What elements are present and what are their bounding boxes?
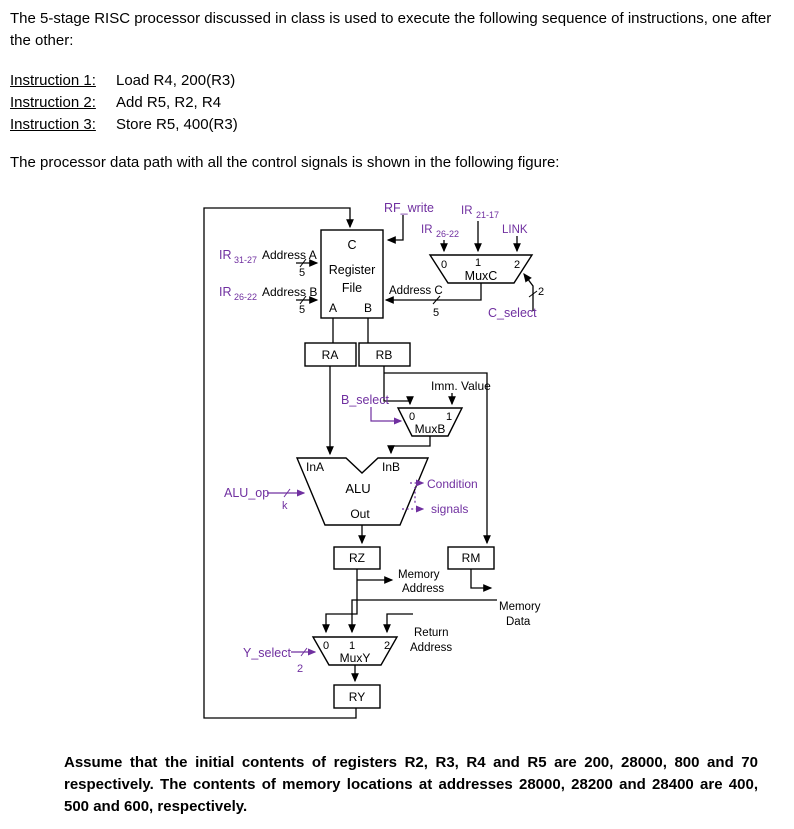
port-c-label: C bbox=[347, 238, 357, 252]
figure-intro-paragraph: The processor data path with all the control signals is shown in the following figure: bbox=[10, 154, 560, 171]
ir-26-22-top-sub: 26-22 bbox=[436, 229, 460, 239]
muxc-label: MuxC bbox=[464, 269, 498, 283]
alu-op-width-label: k bbox=[282, 500, 288, 512]
intro-paragraph: The 5-stage RISC processor discussed in class is used to execute the following sequence of instructions, one after the other: bbox=[10, 10, 772, 49]
address-b-width-label: 5 bbox=[299, 304, 306, 316]
memory-address-label-line2: Address bbox=[402, 583, 445, 595]
muxc-input-2-label: 2 bbox=[513, 259, 521, 271]
return-address-label-line2: Address bbox=[410, 642, 453, 654]
memory-address-label-line1: Memory bbox=[398, 569, 440, 581]
ir-26-22-left-sub: 26-22 bbox=[234, 292, 258, 302]
memory-data-label-line2: Data bbox=[506, 616, 531, 628]
ir-26-22-top-label: IR bbox=[421, 224, 433, 236]
muxc-input-1-label: 1 bbox=[474, 257, 482, 269]
muxy-input-1-label: 1 bbox=[348, 640, 356, 652]
ra-label: RA bbox=[321, 348, 339, 362]
b-select-label: B_select bbox=[341, 393, 389, 407]
ir-21-17-label: IR bbox=[461, 205, 473, 217]
y-select-width-label: 2 bbox=[297, 663, 304, 675]
port-b-label: B bbox=[363, 301, 373, 315]
port-a-label: A bbox=[328, 301, 338, 315]
instruction-1-label: Instruction 1: bbox=[10, 72, 96, 89]
instruction-3-text: Store R5, 400(R3) bbox=[116, 116, 238, 133]
ir-21-17-sub: 21-17 bbox=[476, 210, 500, 220]
address-a-width-label: 5 bbox=[299, 267, 306, 279]
rm-label: RM bbox=[461, 551, 481, 565]
c-select-label: C_select bbox=[488, 306, 537, 320]
muxb-label: MuxB bbox=[414, 422, 446, 436]
muxy-input-2-label: 2 bbox=[383, 640, 391, 652]
register-file-label-line2: File bbox=[341, 281, 363, 295]
memory-data-label-line1: Memory bbox=[499, 601, 541, 613]
muxc-input-0-label: 0 bbox=[440, 259, 448, 271]
instruction-2-text: Add R5, R2, R4 bbox=[116, 94, 222, 111]
rb-label: RB bbox=[375, 348, 393, 362]
muxy-label: MuxY bbox=[339, 651, 371, 665]
rf-write-label: RF_write bbox=[384, 201, 435, 215]
address-a-label: Address A bbox=[262, 248, 317, 262]
instruction-1-text: Load R4, 200(R3) bbox=[116, 72, 236, 89]
muxb-input-1-label: 1 bbox=[445, 411, 453, 423]
c-select-width-label: 2 bbox=[538, 286, 545, 298]
assumptions-paragraph: Assume that the initial contents of registers R2, R3, R4 and R5 are 200, 28000, 800 and 70 respectively. The contents of memory locations at addresses 28000, 28200 and 28400 are 400, 500 and 600, respectively. bbox=[64, 754, 758, 815]
alu-label: ALU bbox=[345, 481, 371, 496]
alu-ina-label: InA bbox=[305, 460, 325, 474]
muxy-input-0-label: 0 bbox=[322, 640, 330, 652]
condition-signals-label-line2: signals bbox=[431, 502, 469, 516]
y-select-label: Y_select bbox=[243, 646, 291, 660]
ry-label: RY bbox=[348, 690, 366, 704]
link-label: LINK bbox=[502, 224, 528, 236]
address-c-label: Address C bbox=[389, 285, 443, 297]
address-c-width-label: 5 bbox=[433, 307, 440, 319]
condition-signals-label-line1: Condition bbox=[427, 477, 478, 491]
ir-31-27-label: IR bbox=[219, 248, 232, 262]
return-address-label-line1: Return bbox=[414, 627, 449, 639]
address-b-label: Address B bbox=[262, 285, 318, 299]
return-address-arrow bbox=[387, 614, 413, 632]
instruction-3-label: Instruction 3: bbox=[10, 116, 96, 133]
instruction-2-label: Instruction 2: bbox=[10, 94, 96, 111]
rm-to-memory-line bbox=[471, 569, 491, 588]
alu-out-label: Out bbox=[350, 507, 370, 521]
ir-26-22-left-label: IR bbox=[219, 285, 232, 299]
ir-31-27-sub: 31-27 bbox=[234, 255, 258, 265]
b-select-arrow bbox=[371, 407, 401, 421]
rf-write-arrow bbox=[388, 215, 403, 240]
rz-label: RZ bbox=[349, 551, 365, 565]
muxb-input-0-label: 0 bbox=[408, 411, 416, 423]
register-file-label-line1: Register bbox=[328, 263, 376, 277]
imm-value-label: Imm. Value bbox=[431, 379, 491, 393]
alu-op-label: ALU_op bbox=[224, 486, 270, 500]
alu-inb-label: InB bbox=[381, 460, 401, 474]
muxb-to-alu-line bbox=[391, 436, 430, 453]
